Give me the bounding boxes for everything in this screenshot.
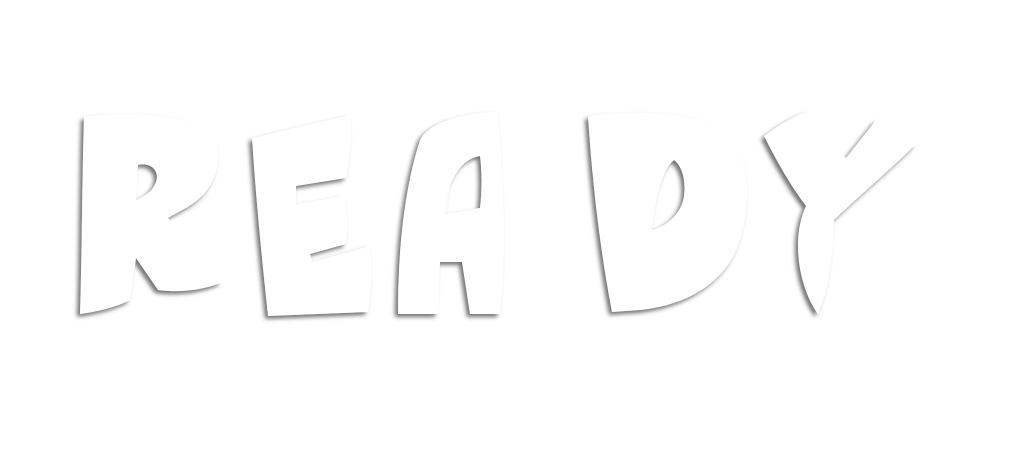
letter-y: [764, 112, 916, 314]
letter-r: [80, 114, 222, 314]
letter-e: [252, 115, 371, 316]
letter-d: [588, 113, 747, 312]
letter-a: [398, 112, 504, 314]
